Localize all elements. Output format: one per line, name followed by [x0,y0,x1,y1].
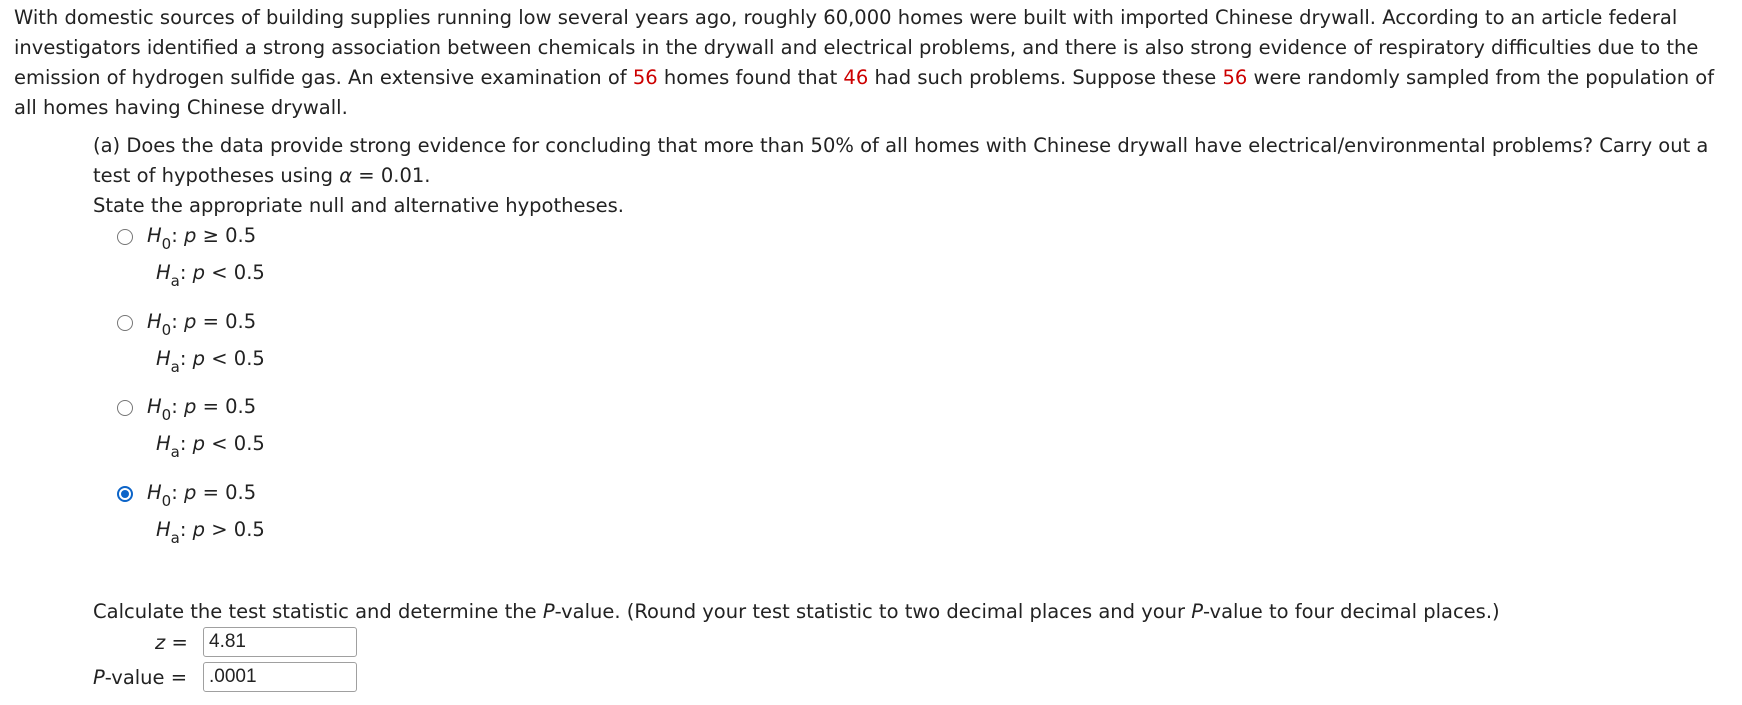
sample-size-value-2: 56 [1222,66,1248,89]
alternative-hypothesis: $H_a$: p < 0.5 [156,432,265,461]
alpha-symbol: α [339,164,353,187]
null-hypothesis: $H_0$: p = 0.5 [147,395,257,424]
hypotheses-instruction: State the appropriate null and alternative hypotheses. [93,194,624,217]
part-a-question: (a) Does the data provide strong evidence for concluding that more than 50% of all homes with Chinese drywall have electrical/environmental problems? Carry out a test of hypotheses using α = 0.01. [93,134,1709,187]
radio-button[interactable] [117,229,133,245]
z-label: z = [155,631,188,654]
sample-size-value: 56 [632,66,658,89]
null-hypothesis: $H_0$: p = 0.5 [147,481,257,510]
radio-button[interactable] [117,315,133,331]
pvalue-input[interactable]: .0001 [203,662,357,692]
radio-button[interactable] [117,400,133,416]
problem-intro: With domestic sources of building supplies running low several years ago, roughly 60,000 homes were built with imported Chinese drywall. According to an article federal investigators identified a strong association between chemicals in the drywall and electrical problems, and there is also strong evidence of respiratory difficulties due to the emission of hydrogen sulfide gas. An extensive examination of 56 homes found that 46 had such problems. Suppose these 56 were randomly sampled from the population of all homes having Chinese drywall. [14,6,1715,119]
alternative-hypothesis: $H_a$: p > 0.5 [156,518,265,547]
radio-button-selected[interactable] [117,486,133,502]
problem-count-value: 46 [843,66,869,89]
calculation-instruction: Calculate the test statistic and determine the P-value. (Round your test statistic to two decimal places and your P-value to four decimal places.) [93,600,1500,623]
null-hypothesis: $H_0$: p = 0.5 [147,310,257,339]
z-statistic-input[interactable]: 4.81 [203,627,357,657]
pvalue-label: P-value = [93,666,188,689]
null-hypothesis: $H_0$: p ≥ 0.5 [147,224,257,253]
alternative-hypothesis: $H_a$: p < 0.5 [156,261,265,290]
alternative-hypothesis: $H_a$: p < 0.5 [156,347,265,376]
